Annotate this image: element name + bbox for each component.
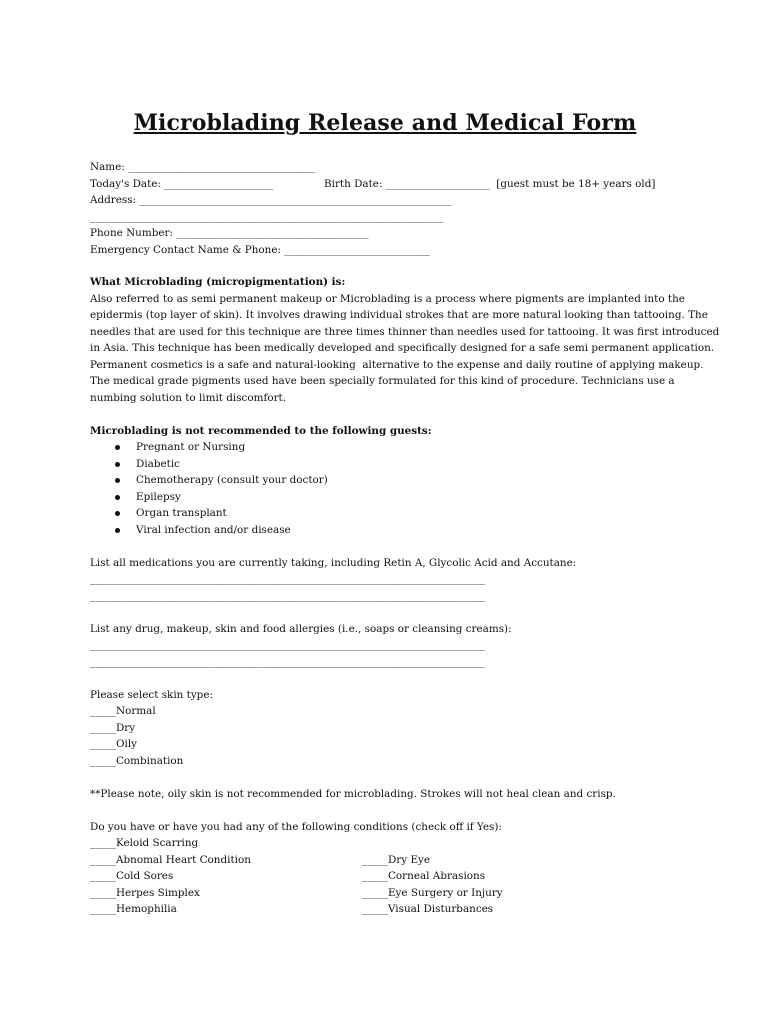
list-item: Organ transplant: [136, 507, 227, 519]
about-heading: What Microblading (micropigmentation) is:: [90, 276, 346, 288]
phone-field[interactable]: Phone Number: _____________________________________: [90, 227, 369, 239]
page-title: Microblading Release and Medical Form: [133, 110, 637, 136]
conditions-prompt: Do you have or have you had any of the following conditions (check off if Yes):: [90, 821, 502, 833]
about-line: in Asia. This technique has been medically developed and specifically designed for a safe semi permanent application.: [90, 342, 715, 354]
bullet-icon: [115, 511, 120, 516]
bullet-icon: [115, 445, 120, 450]
address-field-line-2[interactable]: ____________________________________________________________________: [90, 211, 444, 223]
condition-herpes-simplex[interactable]: _____Herpes Simplex: [90, 887, 200, 899]
allergies-input-line[interactable]: ____________________________________________________________________________: [90, 639, 485, 651]
condition-corneal-abrasions[interactable]: _____Corneal Abrasions: [362, 870, 486, 882]
condition-heart[interactable]: _____Abnomal Heart Condition: [90, 854, 251, 866]
skin-type-option-combination[interactable]: _____Combination: [90, 755, 184, 767]
address-field[interactable]: Address: ____________________________________________________________: [90, 194, 452, 206]
birth-date-field[interactable]: Birth Date: ____________________ [guest must be 18+ years old]: [324, 178, 656, 190]
condition-eye-surgery[interactable]: _____Eye Surgery or Injury: [362, 887, 503, 899]
bullet-icon: [115, 495, 120, 500]
condition-visual-disturbances[interactable]: _____Visual Disturbances: [362, 903, 494, 915]
oily-skin-note: **Please note, oily skin is not recommended for microblading. Strokes will not heal clean and crisp.: [90, 788, 616, 800]
bullet-icon: [115, 478, 120, 483]
about-line: Also referred to as semi permanent makeup or Microblading is a process where pigments are implanted into the: [90, 293, 685, 305]
medications-prompt: List all medications you are currently taking, including Retin A, Glycolic Acid and Accutane:: [90, 557, 577, 569]
name-field[interactable]: Name: ____________________________________: [90, 161, 316, 173]
list-item: Viral infection and/or disease: [136, 524, 291, 536]
bullet-icon: [115, 528, 120, 533]
bullet-icon: [115, 462, 120, 467]
allergies-prompt: List any drug, makeup, skin and food allergies (i.e., soaps or cleansing creams):: [90, 623, 512, 635]
skin-type-option-dry[interactable]: _____Dry: [90, 722, 136, 734]
list-item: Diabetic: [136, 458, 180, 470]
condition-keloid-scarring[interactable]: _____Keloid Scarring: [90, 837, 199, 849]
skin-type-prompt: Please select skin type:: [90, 689, 213, 701]
medications-input-line[interactable]: ____________________________________________________________________________: [90, 590, 485, 602]
todays-date-field[interactable]: Today's Date: _____________________: [90, 178, 274, 190]
emergency-contact-field[interactable]: Emergency Contact Name & Phone: ____________________________: [90, 244, 430, 256]
skin-type-option-normal[interactable]: _____Normal: [90, 705, 156, 717]
condition-cold-sores[interactable]: _____Cold Sores: [90, 870, 174, 882]
list-item: Epilepsy: [136, 491, 181, 503]
list-item: Chemotherapy (consult your doctor): [136, 474, 328, 486]
about-line: The medical grade pigments used have been specially formulated for this kind of procedure. Technicians use a: [90, 375, 675, 387]
list-item: Pregnant or Nursing: [136, 441, 246, 453]
medications-input-line[interactable]: ____________________________________________________________________________: [90, 573, 485, 585]
condition-dry-eye[interactable]: _____Dry Eye: [362, 854, 431, 866]
allergies-input-line[interactable]: ____________________________________________________________________________: [90, 656, 485, 668]
about-line: epidermis (top layer of skin). It involves drawing individual strokes that are more natural looking than tattooing. The: [90, 309, 708, 321]
about-line: Permanent cosmetics is a safe and natural-looking alternative to the expense and daily routine of applying makeup.: [90, 359, 704, 371]
skin-type-option-oily[interactable]: _____Oily: [90, 738, 138, 750]
not-recommended-heading: Microblading is not recommended to the following guests:: [90, 425, 432, 437]
about-line: numbing solution to limit discomfort.: [90, 392, 287, 404]
condition-hemophilia[interactable]: _____Hemophilia: [90, 903, 177, 915]
about-line: needles that are used for this technique are three times thinner than needles used for tattooing. It was first introduced: [90, 326, 720, 338]
